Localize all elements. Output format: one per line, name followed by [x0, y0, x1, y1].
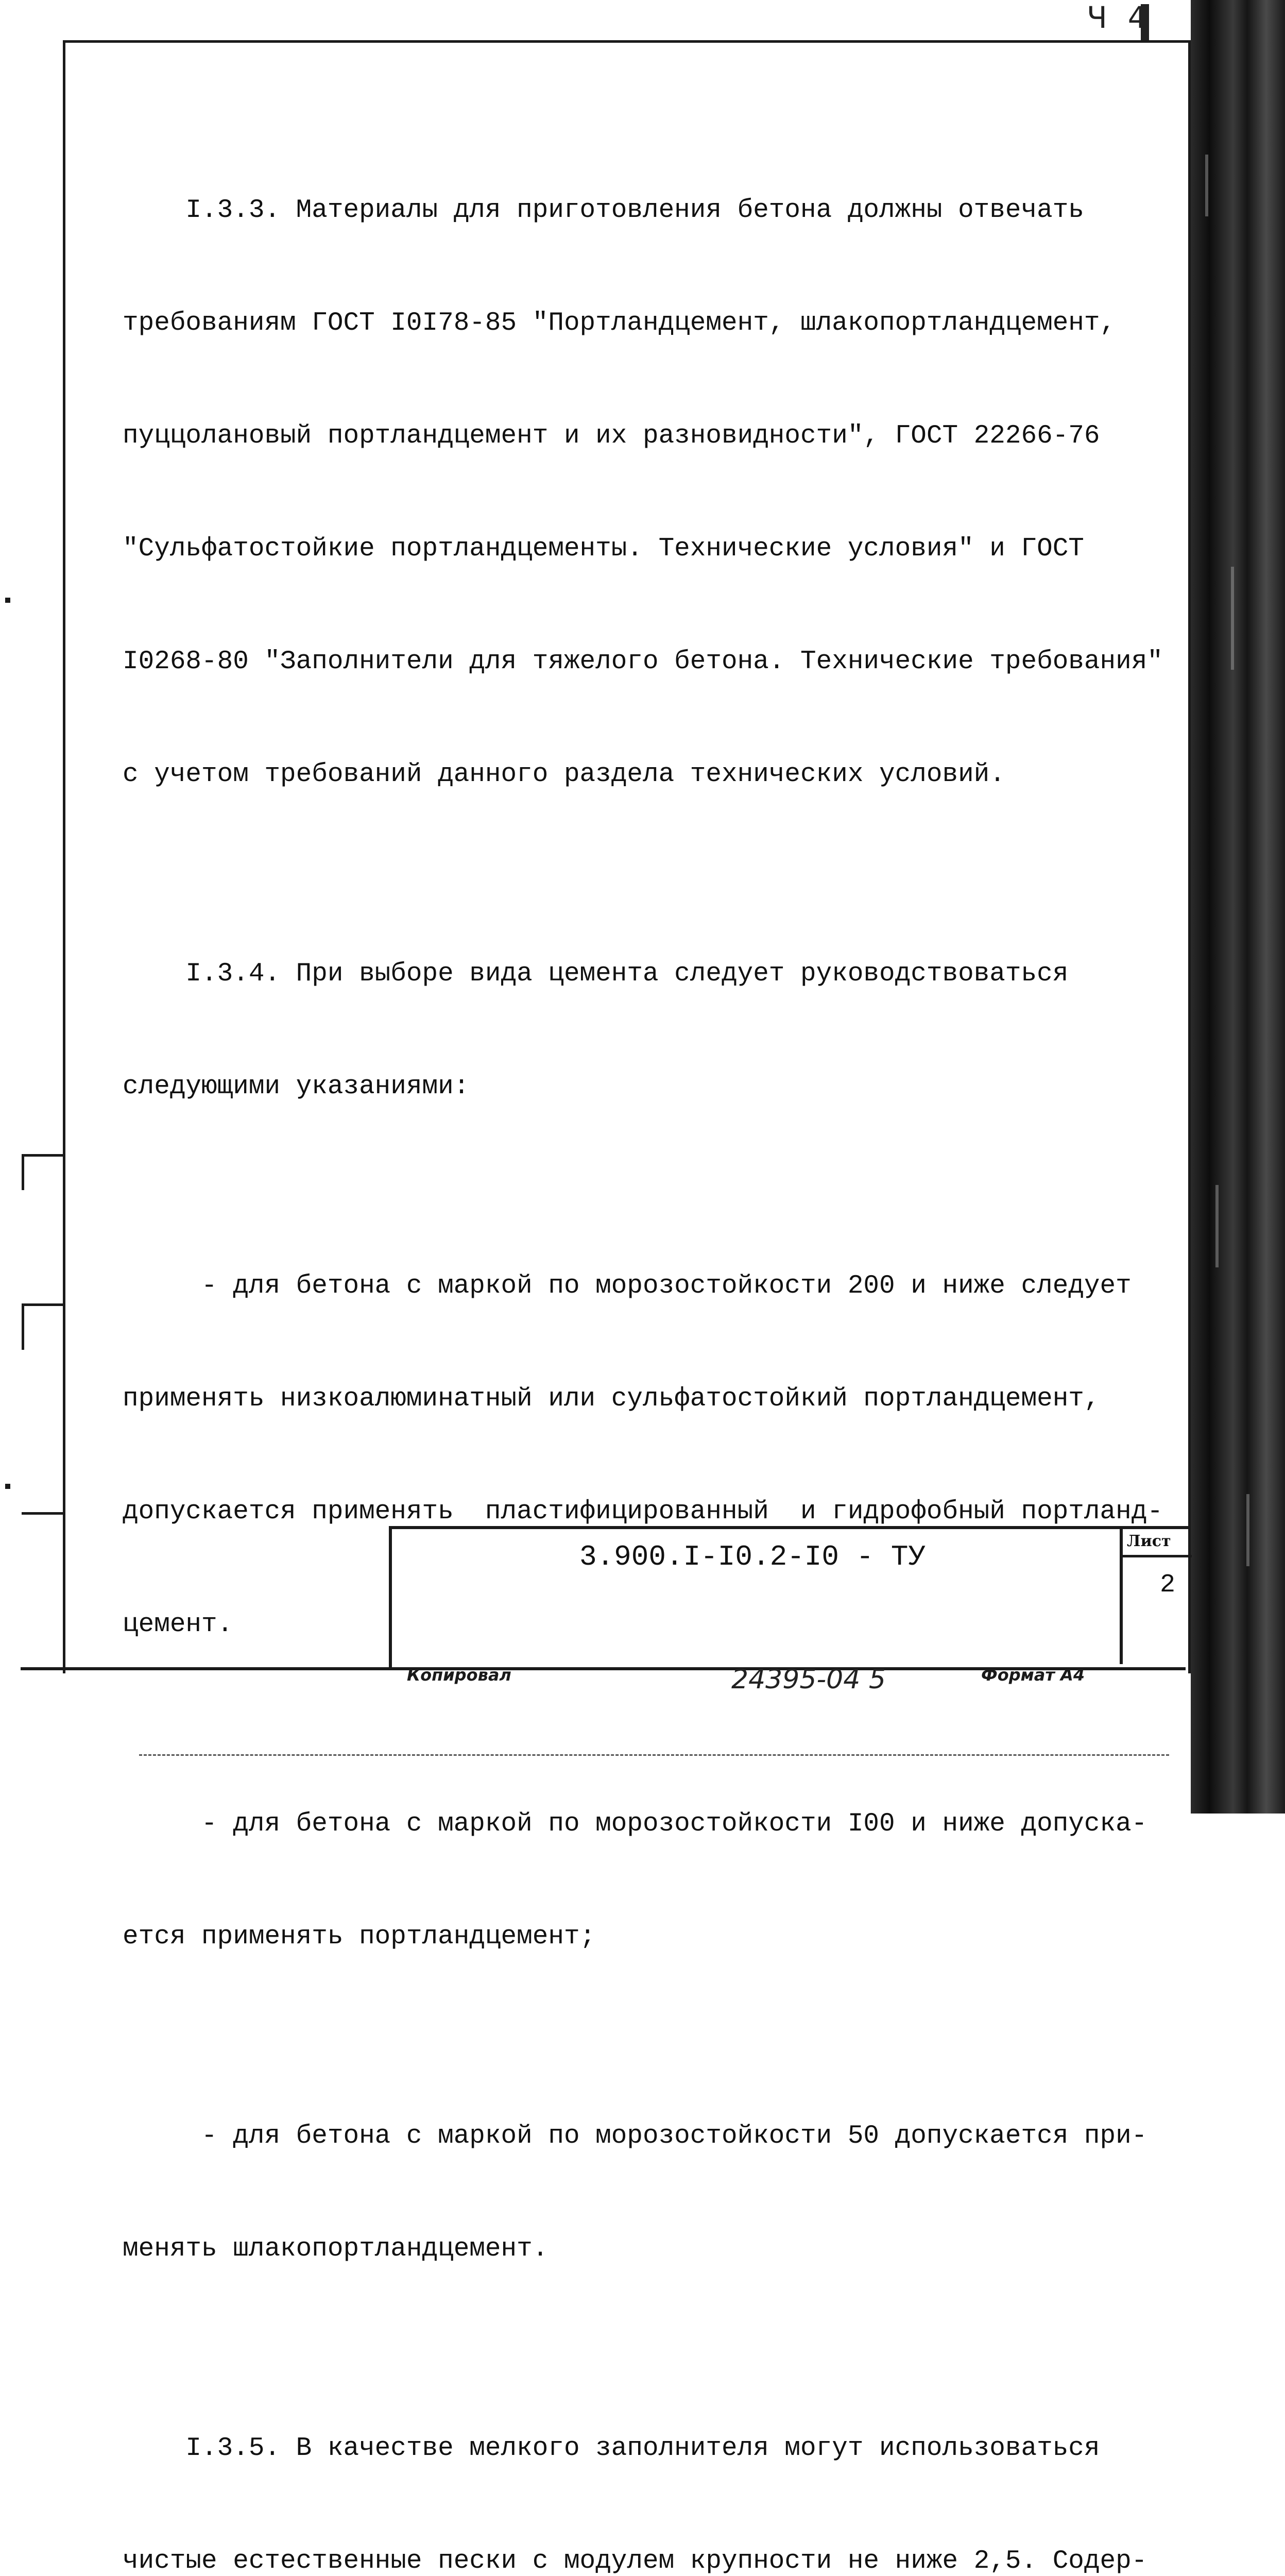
text-line: допускается применять пластифицированный и гидрофобный портланд-	[123, 1497, 1163, 1527]
text-line: I.3.4. При выборе вида цемента следует руководствоваться	[123, 959, 1069, 989]
document-body	[123, 116, 1178, 2576]
text-line: менять шлакопортландцемент.	[123, 2234, 549, 2264]
sheet-divider	[1123, 1555, 1192, 1557]
paragraph-1-3-4	[123, 880, 1178, 1181]
top-corner-marks	[1087, 0, 1168, 35]
paragraph-1-3-3	[123, 116, 1178, 869]
scan-speck	[1205, 155, 1208, 216]
sheet-label: Лист	[1127, 1532, 1171, 1550]
margin-mark	[22, 1154, 63, 1157]
text-line: I0268-80 "Заполнители для тяжелого бетона. Технические требования"	[123, 647, 1163, 676]
footer-copied-stamp: Копировал	[407, 1665, 511, 1685]
paragraph-1-3-5	[123, 2354, 1178, 2576]
margin-mark	[22, 1303, 63, 1306]
text-line: I.3.5. В качестве мелкого заполнителя могут использоваться	[123, 2434, 1100, 2463]
text-line: чистые естественные пески с модулем крупности не ниже 2,5. Содер-	[123, 2547, 1147, 2576]
text-line: ется применять портландцемент;	[123, 1922, 596, 1952]
text-line: - для бетона с маркой по морозостойкости 50 допускается при-	[123, 2122, 1147, 2151]
document-number: 3.900.I-I0.2-I0 - ТУ	[579, 1540, 926, 1573]
bottom-scan-line	[139, 1754, 1169, 1756]
scan-edge-shadow	[1191, 0, 1285, 1814]
text-line: - для бетона с маркой по морозостойкости 200 и ниже следует	[123, 1272, 1132, 1301]
text-line: с учетом требований данного раздела технических условий.	[123, 760, 1005, 789]
text-line: "Сульфатостойкие портландцементы. Технические условия" и ГОСТ	[123, 534, 1084, 564]
footer-format-stamp: Формат А4	[981, 1665, 1085, 1685]
scan-speck	[1246, 1494, 1249, 1566]
text-line: применять низкоалюминатный или сульфатостойкий портландцемент,	[123, 1384, 1100, 1414]
text-line: I.3.3. Материалы для приготовления бетона должны отвечать	[123, 196, 1084, 225]
paragraph-item-100	[123, 1730, 1178, 2031]
sheet-box	[1120, 1529, 1192, 1664]
title-block	[389, 1526, 1189, 1667]
paragraph-item-50	[123, 2042, 1178, 2343]
top-mark-right: 4	[1127, 0, 1168, 35]
sheet-number: 2	[1160, 1570, 1176, 1600]
scan-speck	[1215, 1185, 1219, 1267]
text-line: - для бетона с маркой по морозостойкости I00 и ниже допуска-	[123, 1809, 1147, 1839]
top-mark-left: Ч	[1087, 0, 1128, 35]
text-line: требованиям ГОСТ I0I78-85 "Портландцемент, шлакопортландцемент,	[123, 309, 1116, 338]
footer-archive-number: 24395-04 5	[731, 1664, 886, 1695]
margin-mark	[22, 1154, 24, 1190]
scan-speck	[1231, 567, 1234, 670]
text-line: цемент.	[123, 1610, 233, 1639]
text-line: пуццолановый портландцемент и их разновидности", ГОСТ 22266-76	[123, 421, 1100, 451]
margin-mark	[22, 1512, 63, 1515]
margin-mark	[22, 1303, 24, 1350]
text-line: следующими указаниями:	[123, 1072, 470, 1101]
margin-mark	[5, 598, 10, 603]
margin-mark	[5, 1484, 10, 1489]
